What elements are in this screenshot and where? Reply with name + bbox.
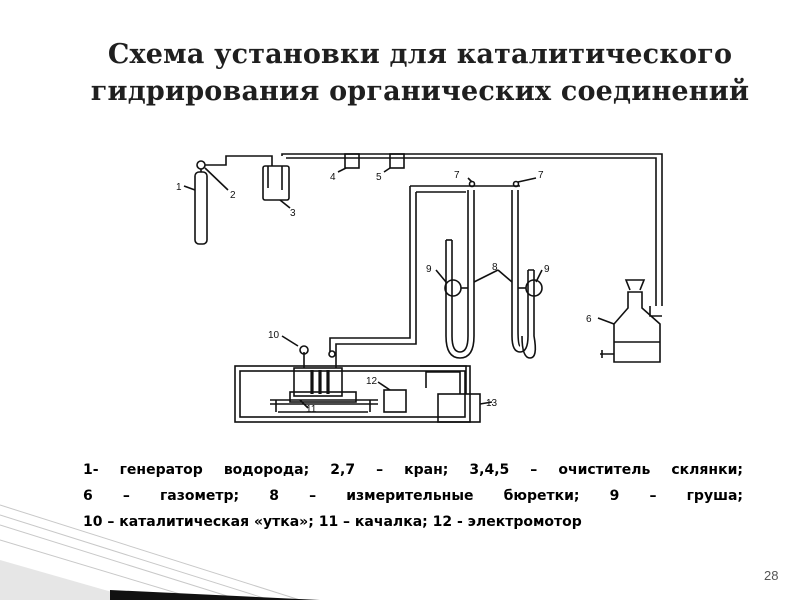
legend-line-2: 6 – газометр; 8 – измерительные бюретки; 9 – груша; (83, 488, 743, 504)
title-line-1: Схема установки для каталитического (107, 39, 733, 70)
wash-bottle-5 (390, 154, 404, 168)
valve-7-right (514, 182, 519, 187)
label-6: 6 (586, 314, 592, 325)
wash-bottle-3 (263, 166, 289, 200)
label-8: 8 (492, 262, 498, 273)
label-10: 10 (268, 330, 280, 341)
label-9-left: 9 (426, 264, 432, 275)
label-4: 4 (330, 172, 336, 183)
legend-text (83, 457, 743, 535)
legend-line-3: 10 – каталитическая «утка»; 11 – качалка; 12 - электромотор (83, 514, 582, 530)
squeeze-bulb-left (445, 280, 461, 296)
burette-right (512, 190, 528, 352)
electromotor (384, 390, 406, 412)
label-3: 3 (290, 208, 296, 219)
label-1: 1 (176, 182, 182, 193)
gasometer (614, 292, 660, 362)
valve-7-left (470, 182, 475, 187)
burette-left (446, 190, 474, 358)
valve-2 (197, 161, 205, 169)
label-7-right: 7 (538, 170, 544, 181)
label-5: 5 (376, 172, 382, 183)
label-13: 13 (486, 398, 498, 409)
label-11: 11 (306, 404, 317, 415)
legend-line-1: 1- генератор водорода; 2,7 – кран; 3,4,5 – очиститель склянки; (83, 462, 743, 478)
label-7-left: 7 (454, 170, 460, 181)
outer-table (235, 366, 470, 422)
wash-bottle-4 (345, 154, 359, 168)
label-2: 2 (230, 190, 236, 201)
hydrogen-generator (195, 172, 207, 244)
label-9-right: 9 (544, 264, 550, 275)
title-line-2: гидрирования органических соединений (90, 76, 750, 107)
page-number: 28 (764, 568, 779, 583)
hydrogenation-apparatus-diagram (160, 140, 680, 430)
slide-title (60, 36, 780, 110)
label-12: 12 (366, 376, 378, 387)
